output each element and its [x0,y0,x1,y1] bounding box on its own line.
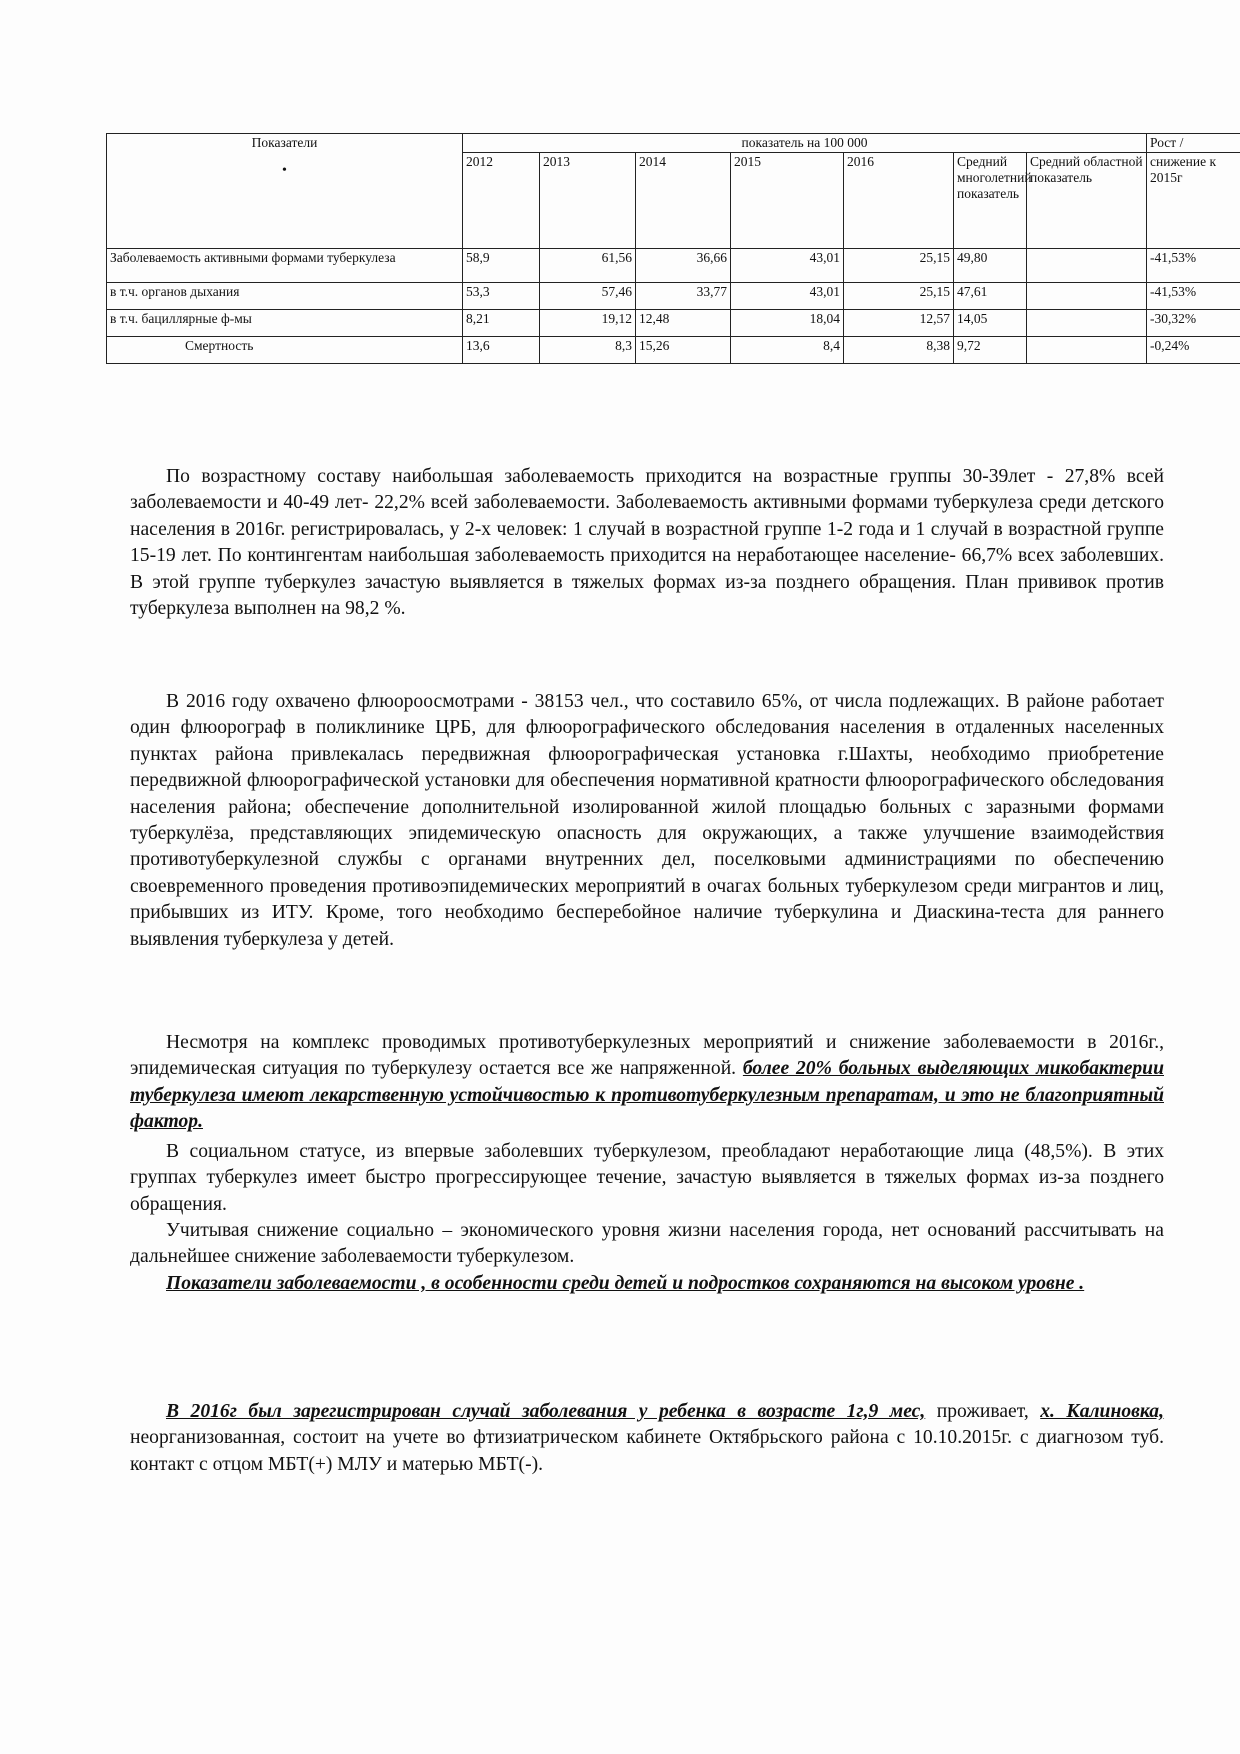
cell-value: 33,77 [636,283,731,310]
table-row [107,283,1240,310]
cell-change: -0,24% [1147,337,1240,364]
incidence-table [106,133,1240,364]
child-case-emphasis: В 2016г был зарегистрирован случай заболевания у ребенка в возрасте 1г,9 мес, [166,1401,926,1422]
cell-avg: 47,61 [954,283,1027,310]
cell-change: -41,53% [1147,283,1240,310]
child-case-text-a: проживает, [936,1401,1029,1422]
cell-value: 53,3 [463,283,540,310]
paragraph-child-case [130,1399,1164,1478]
epidemic-text: Несмотря на комплекс проводимых противотуберкулезных мероприятий и снижение заболеваемости в 2016г., эпидемическая ситуация по туберкулезу остается все же напряженной. [130,1032,1164,1080]
cell-regional [1027,337,1147,364]
table-row [107,249,1240,283]
drug-resistance-emphasis: более 20% больных выделяющих микобактерии туберкулеза имеют лекарственную устойчивостью к противотуберкулезным препаратам, и это не благоприятный фактор. [130,1058,1164,1133]
cell-value: 25,15 [844,283,954,310]
row-label: в т.ч. органов дыхания [107,283,463,310]
header-year: 2015 [731,153,844,249]
header-avg-multi: Средний многолетний показатель [954,153,1027,249]
header-year: 2014 [636,153,731,249]
header-year: 2016 [844,153,954,249]
cell-value: 25,15 [844,249,954,283]
cell-regional [1027,249,1147,283]
header-year: 2013 [540,153,636,249]
cell-value: 13,6 [463,337,540,364]
table-row [107,337,1240,364]
cell-regional [1027,283,1147,310]
cell-value: 58,9 [463,249,540,283]
header-per-100000: показатель на 100 000 [463,134,1147,153]
header-change: снижение к 2015г [1147,153,1240,249]
scan-dot: • [282,163,287,178]
cell-value: 12,57 [844,310,954,337]
row-label: в т.ч. бациллярные ф-мы [107,310,463,337]
header-avg-regional: Средний областной показатель [1027,153,1147,249]
cell-value: 8,21 [463,310,540,337]
cell-avg: 49,80 [954,249,1027,283]
paragraph-epidemic-situation [130,1030,1164,1136]
row-label: Заболеваемость активными формами туберкулеза [107,249,463,283]
high-level-emphasis: Показатели заболеваемости , в особенности среди детей и подростков сохраняются на высоком уровне . [166,1273,1085,1294]
cell-value: 8,3 [540,337,636,364]
cell-change: -41,53% [1147,249,1240,283]
cell-value: 57,46 [540,283,636,310]
table-row [107,310,1240,337]
cell-change: -30,32% [1147,310,1240,337]
cell-value: 18,04 [731,310,844,337]
cell-value: 43,01 [731,283,844,310]
header-year: 2012 [463,153,540,249]
cell-value: 61,56 [540,249,636,283]
cell-avg: 9,72 [954,337,1027,364]
cell-value: 8,38 [844,337,954,364]
paragraph-high-level [130,1271,1164,1297]
child-case-text-b: неорганизованная, состоит на учете во фтизиатрическом кабинете Октябрьского района с 10.10.2015г. с диагнозом туб. контакт с отцом МБТ(+) МЛУ и матерью МБТ(-). [130,1427,1164,1475]
cell-avg: 14,05 [954,310,1027,337]
cell-value: 15,26 [636,337,731,364]
row-label: Смертность [107,337,463,364]
cell-value: 8,4 [731,337,844,364]
cell-value: 12,48 [636,310,731,337]
child-case-place: х. Калиновка, [1040,1401,1165,1422]
cell-value: 43,01 [731,249,844,283]
paragraph-socioeconomic: Учитывая снижение социально – экономического уровня жизни населения города, нет оснований рассчитывать на дальнейшее снижение заболеваемости туберкулезом. [130,1220,1164,1268]
header-indicators: Показатели • [107,134,463,249]
paragraph-age-structure: По возрастному составу наибольшая заболеваемость приходится на возрастные группы 30-39лет - 27,8% всей заболеваемости и 40-49 лет- 22,2% всей заболеваемости. Заболеваемость активными формами туберкулеза среди детского населения в 2016г. регистрировалась, у 2-х человек: 1 случай в возрастной группе 1-2 года и 1 случай в возрастной группе 15-19 лет. По контингентам наибольшая заболеваемость приходится на неработающее население- 66,7% всех заболевших. В этой группе туберкулез зачастую выявляется в тяжелых формах из-за позднего обращения. План прививок против туберкулеза выполнен на 98,2 %. [130,466,1164,620]
cell-value: 19,12 [540,310,636,337]
header-growth: Рост / [1147,134,1240,153]
paragraph-fluorography: В 2016 году охвачено флюороосмотрами - 38153 чел., что составило 65%, от числа подлежащих. В районе работает один флюорограф в поликлинике ЦРБ, для флюорографического обследования населения в отдаленных населенных пунктах района привлекалась передвижная флюорографическая установка г.Шахты, необходимо приобретение передвижной флюорографической установки для обеспечения нормативной кратности флюорографического обследования населения района; обеспечение дополнительной изолированной жилой площадью больных с заразными формами туберкулёза, представляющих эпидемическую опасность для окружающих, а также улучшение взаимодействия противотуберкулезной службы с органами внутренних дел, поселковыми администрациями по обеспечению своевременного проведения противоэпидемических мероприятий в очагах больных туберкулезом среди мигрантов и лиц, прибывших из ИТУ. Кроме, того необходимо бесперебойное наличие туберкулина и Диаскина-теста для раннего выявления туберкулеза у детей. [130,691,1164,950]
cell-regional [1027,310,1147,337]
cell-value: 36,66 [636,249,731,283]
paragraph-social-status: В социальном статусе, из впервые заболевших туберкулезом, преобладают неработающие лица (48,5%). В этих группах туберкулез имеет быстро прогрессирующее течение, зачастую выявляется в тяжелых формах из-за позднего обращения. [130,1141,1164,1215]
